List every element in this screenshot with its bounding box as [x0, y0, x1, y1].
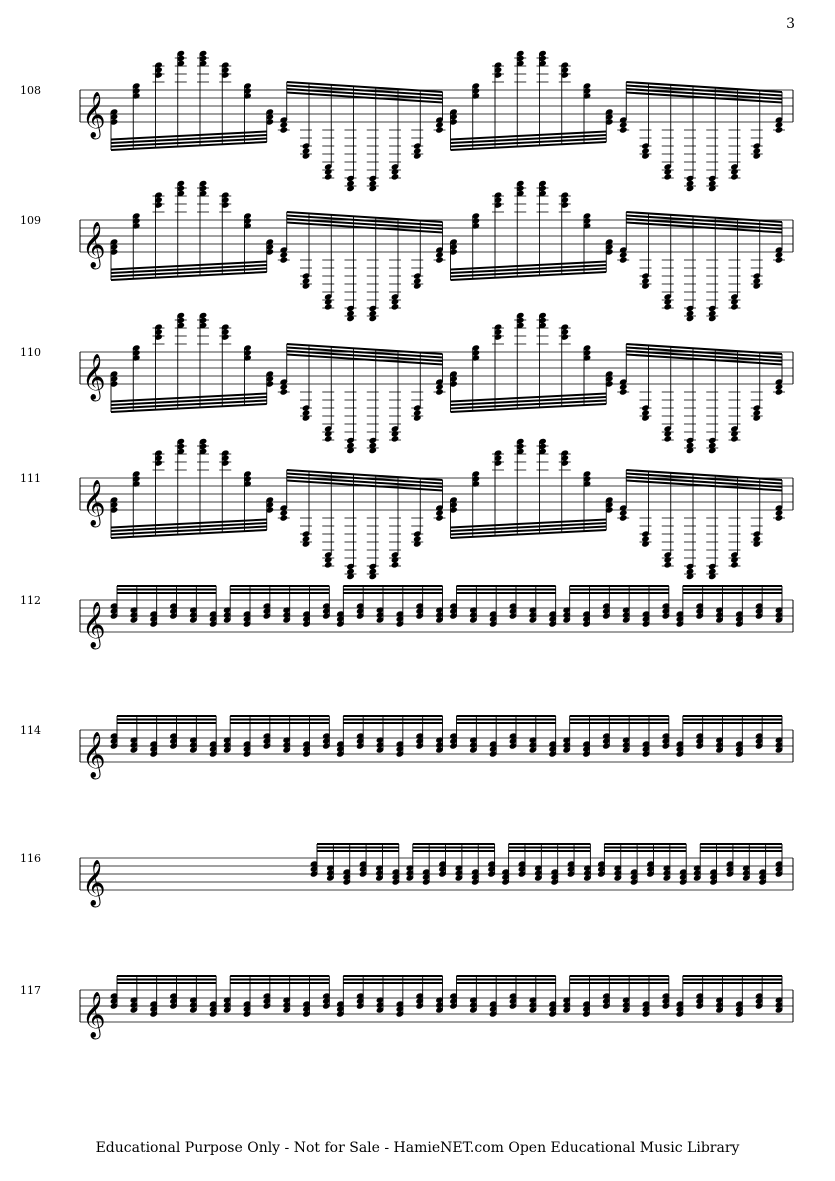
treble-clef: 𝄞: [82, 992, 106, 1038]
treble-clef: 𝄞: [82, 354, 106, 400]
treble-clef: 𝄞: [82, 480, 106, 526]
measure-number: 114: [20, 724, 41, 737]
measure-number: 111: [20, 472, 41, 485]
measure-number: 110: [20, 346, 41, 359]
measure-number: 116: [20, 852, 41, 865]
treble-clef: 𝄞: [82, 92, 106, 138]
treble-clef: 𝄞: [82, 222, 106, 268]
treble-clef: 𝄞: [82, 602, 106, 648]
measure-number: 112: [20, 594, 41, 607]
footer-text: Educational Purpose Only - Not for Sale - HamieNET.com Open Educational Music Library: [95, 1140, 740, 1156]
measure-number: 108: [20, 84, 41, 97]
treble-clef: 𝄞: [82, 860, 106, 906]
measure-number: 117: [20, 984, 41, 997]
page-number: 3: [786, 16, 795, 32]
measure-number: 109: [20, 214, 41, 227]
treble-clef: 𝄞: [82, 732, 106, 778]
